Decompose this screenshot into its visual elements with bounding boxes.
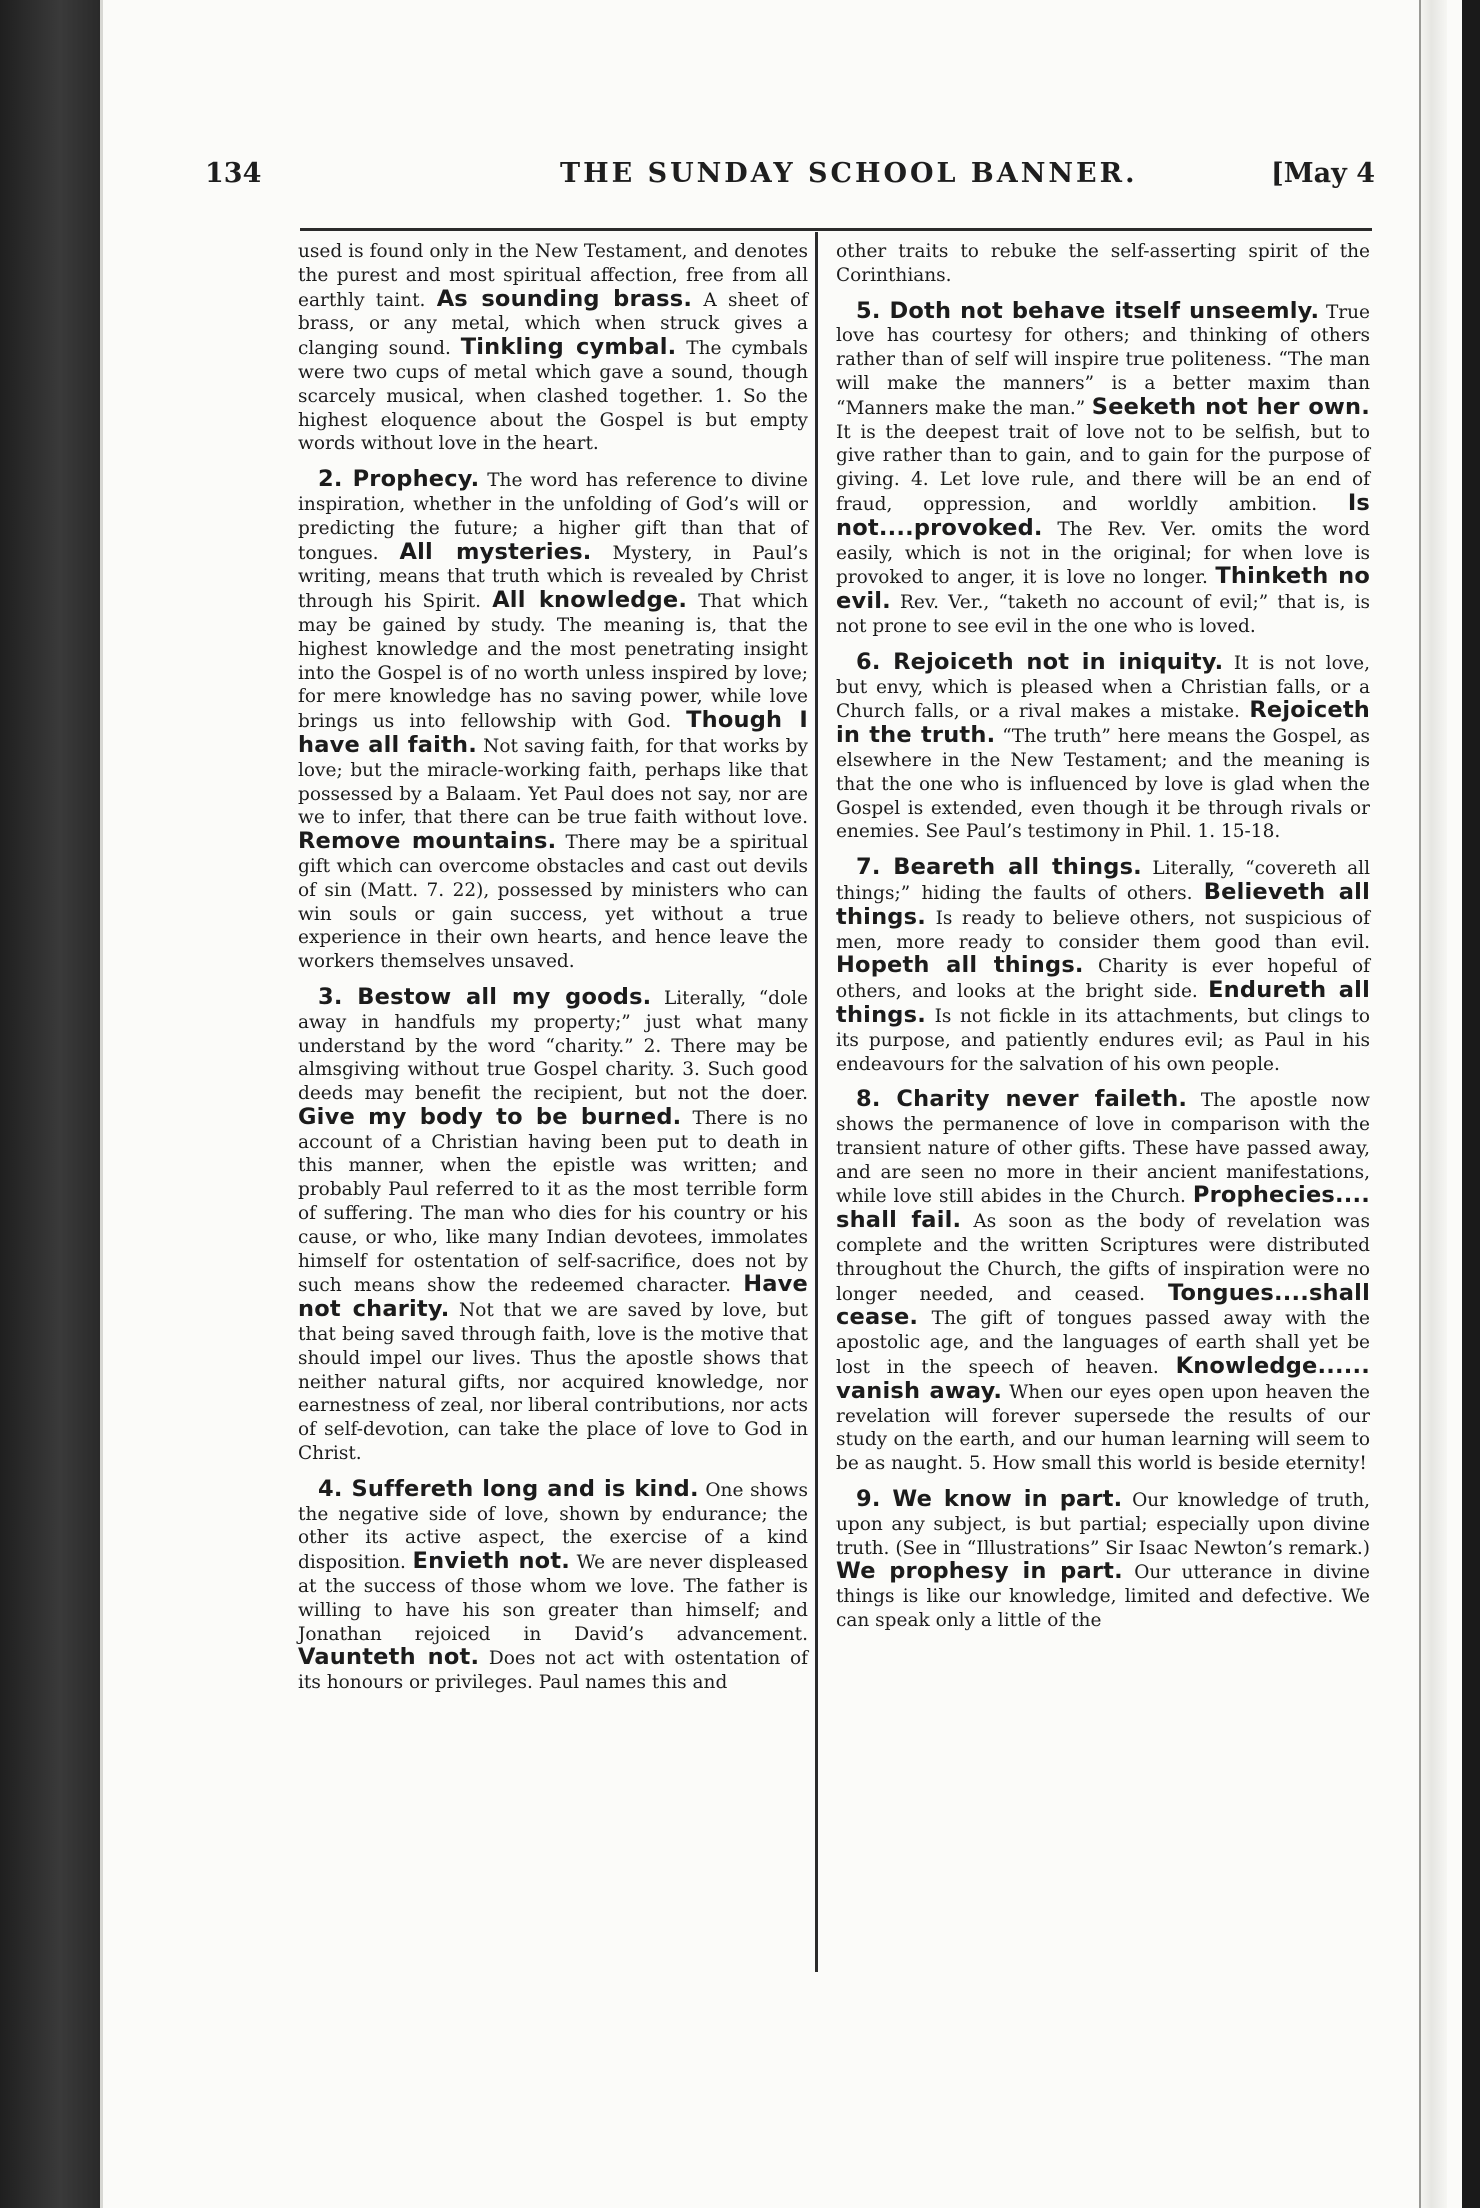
commentary-text: Rev. Ver., “taketh no account of evil;” that is, is not prone to see evil in the one who is loved. (836, 592, 1370, 637)
commentary-text: Not saving faith, for that works by love; but the miracle-working faith, perhaps like that possessed by a Balaam. Yet Paul does not say, nor are we to infer, that there can be true faith without love. (298, 735, 808, 829)
running-title: THE SUNDAY SCHOOL BANNER. (560, 158, 1138, 189)
commentary-text: The gift of tongues passed away with the apostolic age, and the languages of earth shall yet be lost in the speech of heaven. (836, 1308, 1370, 1379)
page-number: 134 (205, 158, 262, 189)
left-column (298, 240, 808, 1707)
commentary-text: Is ready to believe others, not suspicious of men, more ready to consider them good than evil. (836, 907, 1370, 953)
commentary-text: “The truth” here means the Gospel, as elsewhere in the New Testament; and the meaning is that the one who is influenced by love is glad when the Gospel is extended, even though it be through rivals or enemies. See Paul’s testimony in Phil. 1. 15-18. (836, 726, 1370, 843)
commentary-term: 7. Beareth all things. (856, 854, 1142, 881)
issue-date: [May 4 (1270, 158, 1375, 189)
commentary-text: That which may be gained by study. The meaning is, that the highest knowledge and the most penetrating insight into the Gospel is of no worth unless inspired by love; for mere knowledge has no saving power, while love brings us into fellowship with God. (298, 591, 808, 733)
commentary-text: True love has courtesy for others; and thinking of others rather than of self will inspire true politeness. “The man will make the manners” is a better maxim than “Manners make the man.” (836, 301, 1370, 419)
commentary-text: The cymbals were two cups of metal which gave a sound, though scarcely musical, when clashed together. 1. So the highest eloquence about the Gospel is but empty words without love in the heart. (298, 338, 808, 455)
commentary-term: 4. Suffereth long and is kind. (318, 1475, 699, 1502)
commentary-term: We prophesy in part. (836, 1558, 1123, 1585)
commentary-text: The Rev. Ver. omits the word easily, which is not in the original; for when love is provoked to anger, it is love no longer. (836, 518, 1370, 589)
commentary-text: used is found only in the New Testament, and denotes the purest and most spiritual affection, free from all earthly taint. (298, 241, 808, 311)
commentary-text: Mystery, in Paul’s writing, means that truth which is revealed by Christ through his Spirit. (298, 542, 808, 613)
commentary-term: 9. We know in part. (856, 1486, 1123, 1513)
commentary-term: As sounding brass. (436, 285, 693, 312)
commentary-text: Our utterance in divine things is like our knowledge, limited and defective. We can speak only a little of the (836, 1562, 1370, 1632)
paragraph (836, 297, 1371, 639)
page-edge (1419, 0, 1447, 2208)
commentary-term: Is not....provoked. (836, 489, 1370, 541)
paragraph (836, 856, 1370, 1076)
commentary-term: Rejoiceth in the truth. (836, 697, 1370, 749)
commentary-term: Seeketh not her own. (1091, 393, 1370, 420)
commentary-term: 2. Prophecy. (318, 466, 480, 493)
commentary-text: We are never displeased at the success of those whom we love. The father is willing to have his son greater than himself; and Jonathan rejoiced in David’s advancement. (298, 1552, 808, 1645)
commentary-term: Endureth all things. (836, 977, 1370, 1028)
commentary-term: All knowledge. (492, 587, 688, 614)
commentary-term: 3. Bestow all my goods. (318, 983, 652, 1010)
paragraph (836, 648, 1371, 844)
commentary-text: As soon as the body of revelation was complete and the written Scriptures were distributed throughout the Church, the gifts of inspiration were no longer needed, and ceased. (836, 1211, 1370, 1305)
commentary-text: Charity is ever hopeful of others, and looks at the bright side. (836, 956, 1370, 1003)
commentary-text: It is the deepest trait of love not to be selfish, but to give rather than to gain, and to gain for the purpose of giving. 4. Let love rule, and there will be an end of fraud, oppression, and worldly ambition. (836, 421, 1370, 515)
commentary-text: A sheet of brass, or any metal, which when struck gives a clanging sound. (298, 289, 808, 360)
commentary-term: 6. Rejoiceth not in iniquity. (856, 648, 1224, 675)
commentary-term: Hopeth all things. (836, 952, 1084, 979)
commentary-term: 8. Charity never faileth. (856, 1086, 1188, 1113)
commentary-term: Envieth not. (412, 1548, 571, 1575)
commentary-text: Not that we are saved by love, but that being saved through faith, love is the motive that should impel our lives. Thus the apostle shows that neither natural gifts, nor acquired knowledge, nor earnestness of zeal, nor liberal contributions, nor acts of self-devotion, can take the place of love to God in Christ. (298, 1300, 808, 1465)
paragraph (298, 983, 808, 1466)
commentary-term: Give my body to be burned. (298, 1103, 682, 1130)
commentary-text: The word has reference to divine inspiration, whether in the unfolding of God’s will or predicting the future; a higher gift than that of tongues. (298, 470, 808, 564)
commentary-text: Is not fickle in its attachments, but clings to its purpose, and patiently endures evil; as Paul in his endeavours for the salvation of his own people. (836, 1005, 1370, 1075)
commentary-text: One shows the negative side of love, shown by endurance; the other its active aspect, the exercise of a kind disposition. (298, 1479, 808, 1574)
paragraph (836, 240, 1370, 288)
commentary-term: Prophecies.... shall fail. (836, 1182, 1370, 1234)
paragraph (298, 1475, 808, 1695)
commentary-text: The apostle now shows the permanence of love in comparison with the transient nature of other gifts. These have passed away, and are seen no more in their ancient manifestations, while love still abides in the Church. (836, 1090, 1370, 1208)
right-column (836, 240, 1370, 1645)
commentary-term: Remove mountains. (298, 828, 557, 855)
commentary-text: Does not act with ostentation of its honours or privileges. Paul names this and (298, 1648, 808, 1694)
scanner-margin (1462, 0, 1480, 2208)
header-rule (300, 228, 1372, 231)
commentary-text: other traits to rebuke the self-asserting spirit of the Corinthians. (836, 241, 1370, 286)
paragraph (298, 468, 808, 974)
commentary-term: Tinkling cymbal. (460, 334, 677, 361)
commentary-term: Knowledge...... vanish away. (836, 1353, 1370, 1404)
commentary-term: 5. Doth not behave itself unseemly. (856, 297, 1320, 324)
commentary-text: Literally, “dole away in handfuls my property;” just what many understand by the word “charity.” 2. There may be almsgiving without true Gospel charity. 3. Such good deeds may benefit the recipient, but not the doer. (298, 987, 808, 1105)
commentary-term: Thinketh no evil. (836, 563, 1371, 615)
commentary-term: Have not charity. (298, 1271, 808, 1323)
commentary-text: Our knowledge of truth, upon any subject, is but partial; especially upon divine truth. (See in “Illustrations” Sir Isaac Newton’s remark.) (836, 1490, 1370, 1559)
commentary-term: Vaunteth not. (298, 1644, 480, 1671)
paragraph (298, 240, 808, 456)
commentary-term: Tongues....shall cease. (836, 1279, 1370, 1331)
commentary-term: Believeth all things. (836, 878, 1370, 930)
paragraph (836, 1088, 1370, 1476)
commentary-term: Though I have all faith. (298, 707, 808, 758)
page-header (205, 158, 1375, 200)
commentary-text: Literally, “covereth all things;” hiding the faults of others. (836, 858, 1370, 904)
commentary-text: When our eyes open upon heaven the revelation will forever supersede the results of our study on the earth, and our human learning will seem to be as naught. 5. How small this world is beside eternity! (836, 1381, 1370, 1475)
commentary-text: There is no account of a Christian having been put to death in this manner, when the epistle was written; and probably Paul referred to it as the most terrible form of suffering. The man who dies for his country or his cause, or who, like many Indian devotees, immolates himself for ostentation of self-sacrifice, does not by such means show the redeemed character. (298, 1107, 808, 1297)
commentary-text: There may be a spiritual gift which can overcome obstacles and cast out devils of sin (Matt. 7. 22), possessed by ministers who can win souls or gain success, yet without a true experience in their own hearts, and hence leave the workers themselves unsaved. (298, 832, 808, 973)
paragraph (836, 1488, 1370, 1633)
commentary-term: All mysteries. (399, 538, 592, 565)
commentary-text: It is not love, but envy, which is pleased when a Christian falls, or a Church falls, or a rival makes a mistake. (836, 652, 1371, 723)
column-divider (815, 232, 818, 1972)
